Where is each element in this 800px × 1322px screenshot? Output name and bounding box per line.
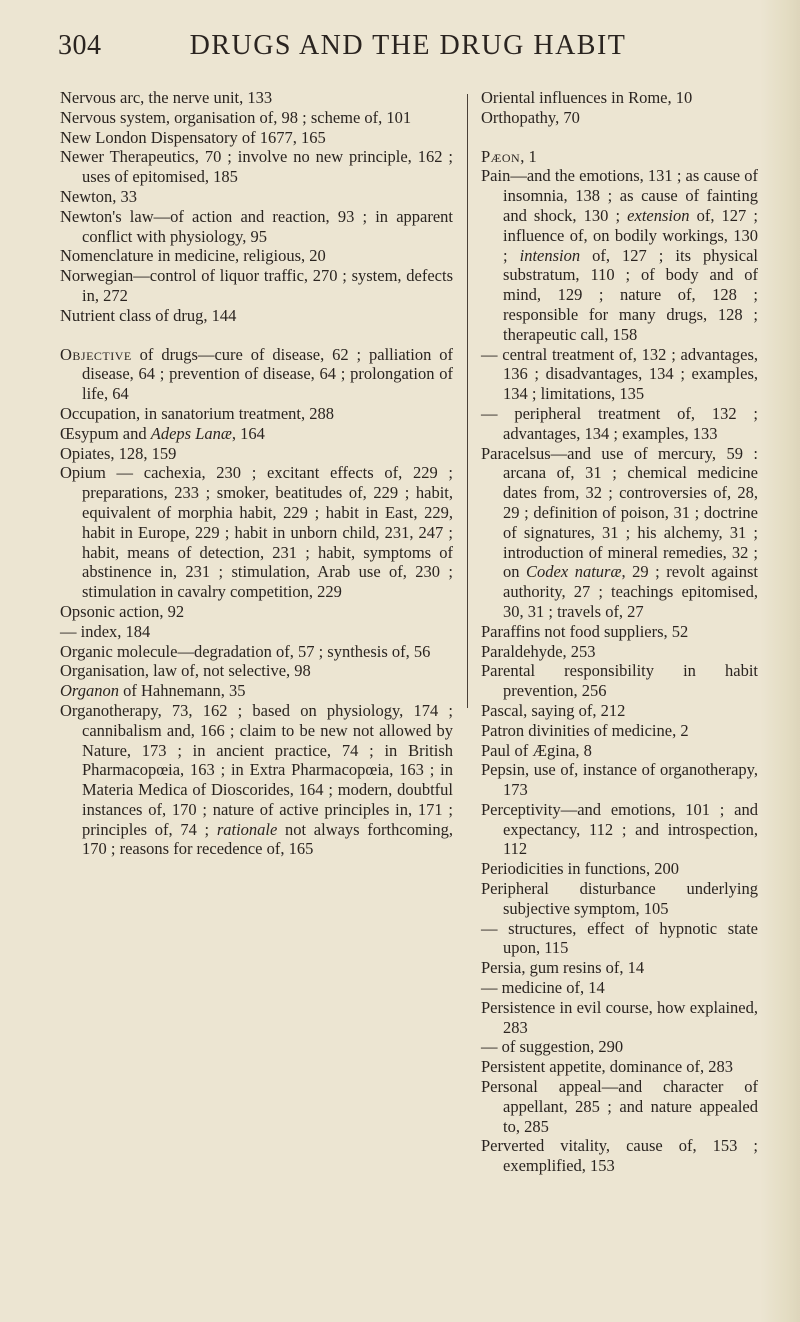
column-divider <box>467 94 468 708</box>
index-entry <box>60 424 453 444</box>
index-entry: — structures, effect of hypnotic state upon, 115 <box>481 918 758 958</box>
index-entry: Paraffins not food suppliers, 52 <box>481 621 689 641</box>
index-entry: — medicine of, 14 <box>481 978 605 998</box>
index-entry: Persistent appetite, dominance of, 283 <box>481 1057 734 1077</box>
headword-small-caps: Objective <box>60 344 132 364</box>
entry-text: , 164 <box>231 423 265 443</box>
index-entry <box>481 147 758 167</box>
index-entry: Nomenclature in medicine, religious, 20 <box>60 246 326 266</box>
index-entry: Opsonic action, 92 <box>60 601 185 621</box>
index-entry: New London Dispensatory of 1677, 165 <box>60 127 326 147</box>
index-entry: Parental responsibility in habit prevention, 256 <box>481 661 758 701</box>
index-entry <box>481 444 758 622</box>
headword-small-caps: Pæon <box>481 146 521 166</box>
index-entry <box>60 681 453 701</box>
index-entry: Perceptivity—and emotions, 101 ; and expectancy, 112 ; and introspection, 112 <box>481 799 758 859</box>
italic-term: rationale <box>216 819 278 839</box>
index-entry: Opiates, 128, 159 <box>60 443 177 463</box>
index-entry: Pepsin, use of, instance of organotherapy, 173 <box>481 760 758 800</box>
index-column-left <box>60 88 453 859</box>
index-entry: Perverted vitality, cause of, 153 ; exemplified, 153 <box>481 1136 758 1176</box>
index-entry: Persia, gum resins of, 14 <box>481 958 645 978</box>
entry-text: of drugs—cure of disease, 62 ; palliation of disease, 64 ; prevention of disease, 64 ; prolongation of life, 64 <box>82 344 453 404</box>
index-entry: Newer Therapeutics, 70 ; involve no new principle, 162 ; uses of epitomised, 185 <box>60 147 453 187</box>
index-entry <box>60 701 453 859</box>
running-header <box>58 30 758 70</box>
index-entry: Opium — cachexia, 230 ; excitant effects of, 229 ; preparations, 233 ; smoker, beatitudes of, 229 ; habit, equivalent of morphia habit, 229 ; habit in East, 229, habit in Europe, 229 ; habit in unborn child, 231, 247 ; habit, means of detection, 231 ; habit, symptoms of abstinence in, 231 ; stimulation, Arab use of, 230 ; stimulation in cavalry competition, 229 <box>60 463 453 602</box>
index-entry: Persistence in evil course, how explained, 283 <box>481 997 758 1037</box>
index-entry: Pascal, saying of, 212 <box>481 700 626 720</box>
running-title: DRUGS AND THE DRUG HABIT <box>189 30 627 61</box>
page-edge-shadow <box>760 0 800 1322</box>
index-entry: Periodicities in functions, 200 <box>481 859 679 879</box>
italic-term: Codex naturæ <box>526 562 622 582</box>
italic-term: extension <box>627 205 690 225</box>
index-entry: Occupation, in sanatorium treatment, 288 <box>60 403 335 423</box>
index-entry: — of suggestion, 290 <box>481 1037 624 1057</box>
index-entry: Paul of Ægina, 8 <box>481 740 592 760</box>
index-entry: — index, 184 <box>60 621 151 641</box>
italic-term: Organon <box>60 681 119 701</box>
entry-text: Paracelsus—and use of mercury, 59 : arcana of, 31 ; chemical medicine dates from, 32 ; controversies of, 28, 29 ; definition of poison, 31 ; doctrine of signatures, 31 ; his alchemy, 31 ; introduction of mineral remedies, 32 ; on <box>481 443 758 582</box>
entry-text: of Hahnemann, 35 <box>118 681 246 701</box>
index-entry: Patron divinities of medicine, 2 <box>481 720 689 740</box>
index-entry: Newton's law—of action and reaction, 93 ; in apparent conflict with physiology, 95 <box>60 206 453 246</box>
entry-text: of, 127 ; influence of, on bodily workings, 130 ; <box>503 205 758 265</box>
page-number: 304 <box>58 30 102 61</box>
letter-group-gap <box>481 128 758 147</box>
index-entry: Nutrient class of drug, 144 <box>60 305 237 325</box>
index-entry <box>60 345 453 404</box>
index-entry: Newton, 33 <box>60 186 137 206</box>
index-entry: — peripheral treatment of, 132 ; advantages, 134 ; examples, 133 <box>481 403 758 443</box>
index-entry: Personal appeal—and character of appellant, 285 ; and nature appealed to, 285 <box>481 1077 758 1136</box>
index-column-right <box>481 88 758 1176</box>
letter-group-gap <box>60 326 453 345</box>
italic-term: Adeps Lanæ <box>150 423 232 443</box>
index-entry: Norwegian—control of liquor traffic, 270 ; system, defects in, 272 <box>60 266 453 305</box>
index-entry: Paraldehyde, 253 <box>481 641 596 661</box>
entry-text: not always forthcoming, 170 ; reasons for recedence of, 165 <box>82 819 453 859</box>
index-entry <box>481 166 758 344</box>
entry-text: of, 127 ; its physical substratum, 110 ; of body and of mind, 129 ; nature of, 128 ; responsible for many drugs, 128 ; therapeutic call, 158 <box>503 245 758 344</box>
index-entry: Organic molecule—degradation of, 57 ; synthesis of, 56 <box>60 641 431 661</box>
entry-text: , 29 ; revolt against authority, 27 ; teachings epitomised, 30, 31 ; travels of, 27 <box>503 562 758 621</box>
entry-text: Pain—and the emotions, 131 ; as cause of insomnia, 138 ; as cause of fainting and shock, 130 ; <box>481 166 758 225</box>
index-entry: Oriental influences in Rome, 10 <box>481 88 693 107</box>
entry-text: , 1 <box>520 146 537 166</box>
entry-text: Œsypum and <box>60 423 151 443</box>
index-entry: Nervous arc, the nerve unit, 133 <box>60 88 273 107</box>
index-entry: — central treatment of, 132 ; advantages, 136 ; disadvantages, 134 ; examples, 134 ; limitations, 135 <box>481 344 758 404</box>
italic-term: intension <box>519 245 581 265</box>
index-entry: Organisation, law of, not selective, 98 <box>60 661 311 681</box>
index-entry: Peripheral disturbance underlying subjective symptom, 105 <box>481 879 758 918</box>
entry-text: Organotherapy, 73, 162 ; based on physiology, 174 ; cannibalism and, 166 ; claim to be new not allowed by Nature, 173 ; in ancient practice, 74 ; in British Pharmacopœia, 163 ; in Extra Pharmacopœia, 163 ; in Materia Medica of Dioscorides, 164 ; modern, doubtful instances of, 170 ; nature of active principles in, 171 ; principles of, 74 ; <box>60 700 453 839</box>
index-entry: Nervous system, organisation of, 98 ; scheme of, 101 <box>60 107 412 127</box>
index-entry: Orthopathy, 70 <box>481 107 580 127</box>
